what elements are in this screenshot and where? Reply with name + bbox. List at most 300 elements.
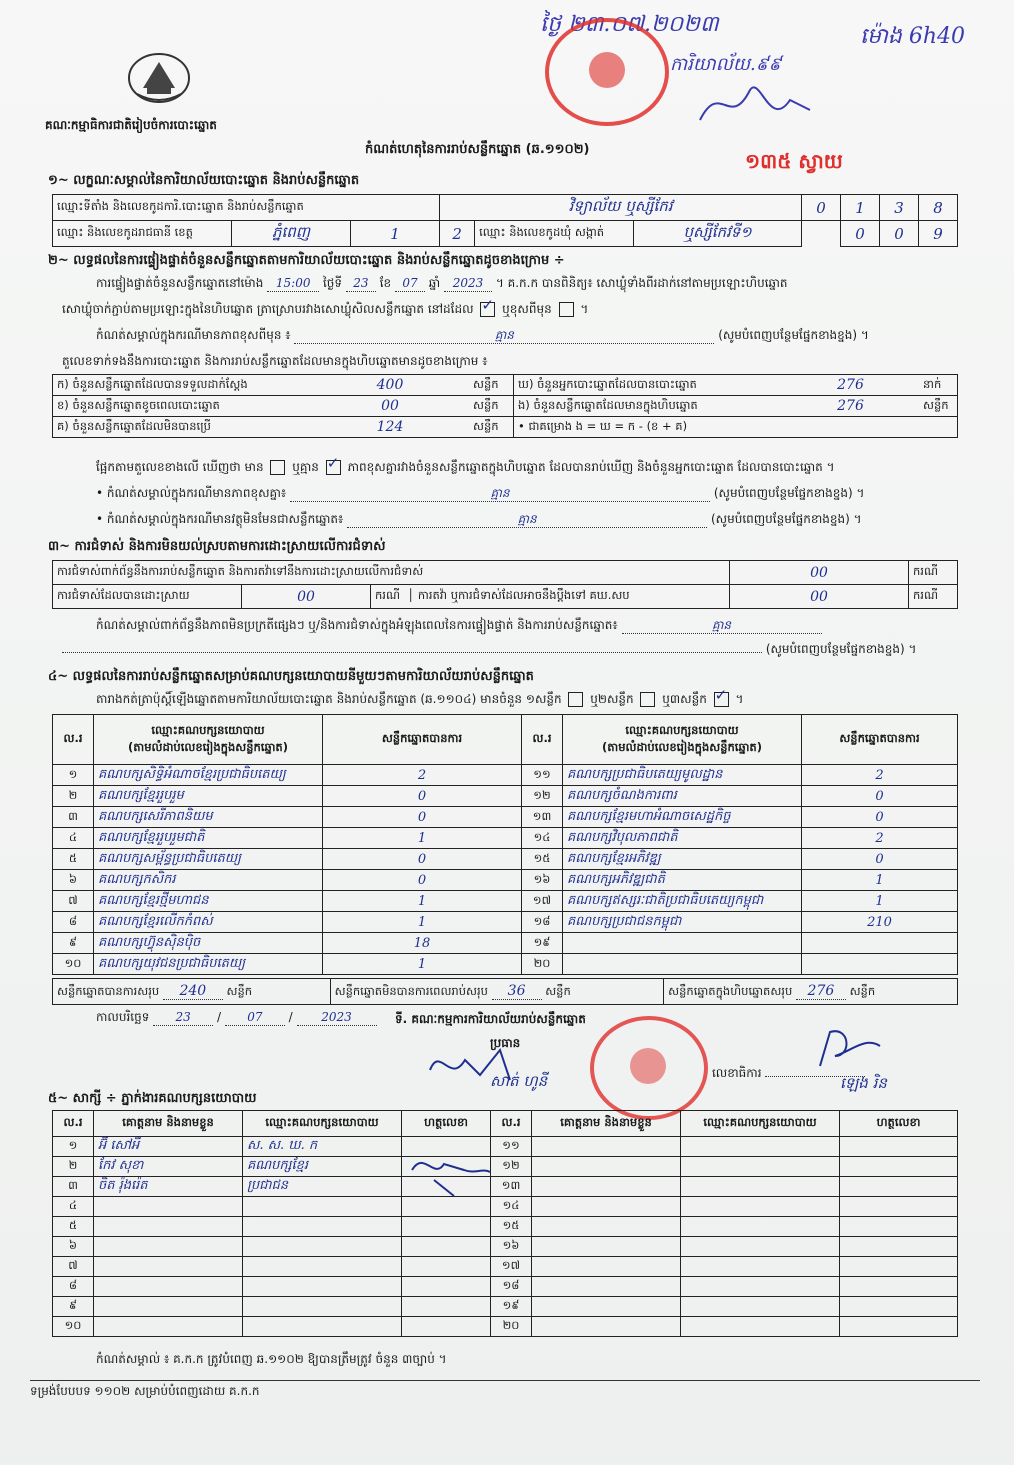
object-note-line: [96, 512, 862, 528]
witness-name: [94, 1217, 243, 1237]
witness-party: [243, 1257, 402, 1277]
total-box-label: សន្លឹកឆ្នោតក្នុងហិបឆ្នោតសរុប: [668, 983, 793, 998]
witness-party: ស. ស. ឃ. ក: [243, 1137, 402, 1157]
objection-r2b-value: 00: [730, 585, 909, 609]
witness-party-right[interactable]: [681, 1297, 840, 1317]
vote-no-right: ១៨: [522, 912, 563, 933]
witness-no: ៤: [53, 1197, 94, 1217]
figure-ng-value: 276: [782, 396, 919, 417]
witness-sign[interactable]: [402, 1257, 491, 1277]
vote-party-right: គណបក្សប្រជាជនកម្ពុជា: [563, 912, 802, 933]
objection-r2b-label: ករណី │ ការតវ៉ា ឬការជំទាស់ដែលអាចនឹងប្តឹងទៅ គឃ.សប: [371, 585, 730, 609]
vote-no: ១០: [53, 954, 94, 975]
commune-label: ឈ្មោះ និងលេខកូដឃុំ សង្កាត់: [475, 221, 634, 247]
witness-table: [52, 1110, 958, 1337]
vote-no-right: ២០: [522, 954, 563, 975]
change-note-label: កំណត់សម្គាល់ក្នុងករណីមានភាពខុសពីមុន ៖: [96, 328, 291, 342]
stamp-top: [545, 18, 669, 126]
votes-row: [53, 807, 958, 828]
difference-text-a: ផ្អែកតាមតួលេខខាងលើ ឃើញថា មាន: [96, 460, 264, 474]
verify-line: [96, 276, 788, 292]
figure-k-label: ក) ចំនួនសន្លឹកឆ្នោតដែលបានទទួលដាក់ស្តែង: [53, 375, 312, 396]
stamp-bottom: [590, 1016, 708, 1120]
location-code-2: 1: [841, 195, 880, 221]
vote-no: ៧: [53, 891, 94, 912]
objection-note-line: [96, 618, 822, 634]
votes-row: [53, 786, 958, 807]
figure-kh-label: ខ) ចំនួនសន្លឹកឆ្នោតខូចពេលបោះឆ្នោត: [53, 396, 312, 417]
vote-party-right: គណបក្សខ្មែរអភិវឌ្ឍ: [563, 849, 802, 870]
change-note-value: គ្មាន: [294, 328, 714, 344]
change-note-hint: (សូមបំពេញបន្ថែមផ្នែកខាងខ្នង) ។: [718, 328, 869, 342]
vote-count-right: 0: [802, 849, 958, 870]
section1-heading: ១~ លក្ខណៈសម្គាល់នៃការិយាល័យបោះឆ្នោត និងរាប់សន្លឹកឆ្នោត: [48, 173, 360, 188]
witness-col-name-right: គោត្តនាម និងនាមខ្លួន: [532, 1111, 681, 1137]
witness-name-right[interactable]: [532, 1137, 681, 1157]
vote-no-right: ១៤: [522, 828, 563, 849]
witness-name: [94, 1197, 243, 1217]
figure-kh-value: 00: [311, 396, 469, 417]
vote-count-right: 210: [802, 912, 958, 933]
witness-sign-right[interactable]: [840, 1157, 958, 1177]
vote-no-right: ១១: [522, 765, 563, 786]
witness-no: ៧: [53, 1257, 94, 1277]
seal-text-b: ឬខុសពីមុន: [502, 302, 552, 316]
province-code-2: 2: [440, 221, 475, 247]
witness-row: [53, 1297, 958, 1317]
witness-name-right[interactable]: [532, 1237, 681, 1257]
votes-col-votes-right: សន្លឹកឆ្នោតបានការ: [802, 715, 958, 765]
verify-year: 2023: [444, 276, 492, 292]
witness-party: [243, 1237, 402, 1257]
tally-intro-text: តារាងកត់ត្រាប៉ុស្តិ៍ឡើងឆ្នោតតាមការិយាល័យបោះឆ្នោត និងរាប់សន្លឹកឆ្នោត (ឆ.១១០៤) មានចំនួន ១សន្លឹក: [96, 692, 562, 706]
vote-count-right: [802, 954, 958, 975]
objection-r2b-unit: ករណី: [909, 585, 958, 609]
witness-party-right[interactable]: [681, 1317, 840, 1337]
witness-sign-right[interactable]: [840, 1277, 958, 1297]
witness-no: ៥: [53, 1217, 94, 1237]
witness-no-right: ១៨: [491, 1277, 532, 1297]
witness-no-right: ១៣: [491, 1177, 532, 1197]
witness-signature: [404, 1150, 494, 1200]
footer-divider: [30, 1380, 980, 1381]
votes-row: [53, 765, 958, 786]
witness-party-right[interactable]: [681, 1177, 840, 1197]
no-difference-checkbox[interactable]: [326, 460, 341, 475]
witness-sign-right[interactable]: [840, 1177, 958, 1197]
date-line: កាលបរិច្ឆេទ 23 / 07 / 2023: [96, 1010, 377, 1026]
figure-formula: • ជាគម្រោង ង = ឃ = ក - (ខ + គ): [514, 417, 958, 438]
vote-count-right: 1: [802, 870, 958, 891]
vote-count: 2: [323, 765, 522, 786]
verify-day: 23: [346, 276, 376, 292]
witness-party: [243, 1197, 402, 1217]
vote-party-right: គណបក្សវិបុលភាពជាតិ: [563, 828, 802, 849]
objection-r1-value: 00: [730, 561, 909, 585]
location-code-3: 3: [880, 195, 919, 221]
witness-party-right[interactable]: [681, 1137, 840, 1157]
top-note-time: ម៉ោង 6h40: [860, 24, 966, 49]
witness-no-right: ១២: [491, 1157, 532, 1177]
witness-name-right[interactable]: [532, 1217, 681, 1237]
witness-no: ៨: [53, 1277, 94, 1297]
form-title: កំណត់ហេតុនៃការរាប់សន្លឹកឆ្នោត (ឆ.១១០២): [365, 142, 590, 157]
vote-count: 1: [323, 954, 522, 975]
province-code-1: 1: [351, 221, 440, 247]
section3-heading: ៣~ ការជំទាស់ និងការមិនយល់ស្របតាមការដោះស្រាយលើការជំទាស់: [48, 539, 386, 554]
witness-sign[interactable]: [402, 1217, 491, 1237]
vote-party: គណបក្សខ្មែរលើកកំពស់: [94, 912, 323, 933]
witness-party: [243, 1297, 402, 1317]
vote-no: ៥: [53, 849, 94, 870]
vote-count-right: 0: [802, 786, 958, 807]
vote-no: ៨: [53, 912, 94, 933]
vote-no: ៤: [53, 828, 94, 849]
vote-no-right: ១៣: [522, 807, 563, 828]
total-box-cell: [664, 979, 958, 1005]
votes-col-votes: សន្លឹកឆ្នោតបានការ: [323, 715, 522, 765]
diff-note-label: • កំណត់សម្គាល់ក្នុងករណីមានភាពខុសគ្នា៖: [96, 486, 287, 500]
objection-note-line2: [62, 642, 958, 657]
president-name: សាត់ ហូនី: [490, 1072, 548, 1090]
votes-col-no: ល.រ: [53, 715, 94, 765]
total-box-unit: សន្លឹក: [849, 983, 876, 998]
vote-party: គណបក្សសម្ព័ន្ធប្រជាធិបតេយ្យ: [94, 849, 323, 870]
location-value: វិទ្យាល័យ ឬស្សីកែវ: [440, 195, 802, 221]
witness-no-right: ១៤: [491, 1197, 532, 1217]
votes-row: [53, 870, 958, 891]
vote-count-right: [802, 933, 958, 954]
vote-party-right: [563, 933, 802, 954]
witness-sign-right[interactable]: [840, 1137, 958, 1157]
witness-party: [243, 1217, 402, 1237]
witness-no: ៣: [53, 1177, 94, 1197]
code-red: ១៣៥ ស្វាយ: [745, 149, 843, 173]
vote-no-right: ១៥: [522, 849, 563, 870]
witness-name-right[interactable]: [532, 1177, 681, 1197]
vote-party-right: គណបក្សចំណងការពារ: [563, 786, 802, 807]
objection-r1-label: ការជំទាស់ពាក់ព័ន្ធនឹងការរាប់សន្លឹកឆ្នោត និងការតវ៉ាទៅនឹងការដោះស្រាយលើការជំទាស់: [53, 561, 730, 585]
witness-no: ១០: [53, 1317, 94, 1337]
org-name: គណៈកម្មាធិការជាតិរៀបចំការបោះឆ្នោត: [45, 118, 217, 132]
footer-form: ទម្រង់បែបបទ ១១០២ សម្រាប់បំពេញដោយ គ.ក.ក: [30, 1384, 260, 1398]
figures-intro: តួលេខទាក់ទងនឹងការបោះឆ្នោត និងការរាប់សន្លឹកឆ្នោតដែលមានក្នុងហិបឆ្នោតមានដូចខាងក្រោម ៖: [62, 354, 488, 368]
witness-name: [94, 1297, 243, 1317]
section2-heading: ២~ លទ្ធផលនៃការផ្ទៀងផ្ទាត់ចំនួនសន្លឹកឆ្នោតតាមការិយាល័យបោះឆ្នោត និងរាប់សន្លឹកឆ្នោតដូចខាងក្រោម ÷: [48, 253, 565, 268]
witness-name: [94, 1317, 243, 1337]
witness-party-right[interactable]: [681, 1277, 840, 1297]
verify-text-d: ឆ្នាំ: [428, 276, 441, 290]
diff-note-line: [96, 486, 864, 502]
witness-party: ប្រជាជន: [243, 1177, 402, 1197]
witness-col-no-right: ល.រ: [491, 1111, 532, 1137]
stamp-bottom-center-icon: [630, 1048, 666, 1084]
figure-g-unit: សន្លឹក: [469, 417, 514, 438]
figure-gh-value: 276: [782, 375, 919, 396]
object-note-hint: (សូមបំពេញបន្ថែមផ្នែកខាងខ្នង) ។: [710, 512, 862, 526]
vote-count-right: 2: [802, 828, 958, 849]
secretary-signature: [810, 1026, 890, 1074]
witness-col-no: ល.រ: [53, 1111, 94, 1137]
witness-col-name: គោត្តនាម និងនាមខ្លួន: [94, 1111, 243, 1137]
witness-no-right: ២០: [491, 1317, 532, 1337]
figure-ng-label: ង) ចំនួនសន្លឹកឆ្នោតដែលមានក្នុងហិបឆ្នោត: [514, 396, 783, 417]
witness-row: [53, 1257, 958, 1277]
total-invalid-label: សន្លឹកឆ្នោតមិនបានការពេលរាប់សរុប: [334, 983, 488, 998]
same-checkbox[interactable]: [480, 302, 495, 317]
difference-text-b: ឬគ្មាន: [292, 460, 319, 474]
witness-sign[interactable]: [402, 1297, 491, 1317]
witness-row: [53, 1197, 958, 1217]
vote-no-right: ១២: [522, 786, 563, 807]
vote-count-right: 1: [802, 891, 958, 912]
changed-checkbox[interactable]: [559, 302, 574, 317]
witness-name: [94, 1237, 243, 1257]
objection-note-label: កំណត់សម្គាល់ពាក់ព័ន្ធនឹងភាពមិនប្រក្រតីផ្សេងៗ ឬ/និងការជំទាស់ក្នុងអំឡុងពេលនៃការផ្ទៀងផ្ទាត់ និងការរាប់សន្លឹកឆ្នោត៖: [96, 618, 618, 632]
vote-party: គណបក្សសិទ្ធិអំណាចខ្មែរប្រជាធិបតេយ្យ: [94, 765, 323, 786]
date-day: 23: [153, 1010, 213, 1026]
votes-col-party-sub: (តាមលំដាប់លេខរៀងក្នុងសន្លឹកឆ្នោត): [128, 739, 288, 754]
verify-text-a: ការផ្ទៀងផ្ទាត់ចំនួនសន្លឹកឆ្នោតនៅម៉ោង: [96, 276, 264, 290]
witness-no-right: ១៥: [491, 1217, 532, 1237]
votes-row: [53, 828, 958, 849]
witness-row: [53, 1137, 958, 1157]
vote-party: គណបក្សខ្មែររួបរួមជាតិ: [94, 828, 323, 849]
witness-name-right[interactable]: [532, 1297, 681, 1317]
three-sheet-checkbox[interactable]: [714, 692, 729, 707]
section1-table: [52, 194, 958, 247]
figure-gh-unit: នាក់: [919, 375, 958, 396]
section5-heading: ៥~ សាក្សី ÷ ភ្នាក់ងារគណបក្សនយោបាយ: [48, 1091, 257, 1106]
votes-col-party-right: [563, 715, 802, 765]
witness-row: [53, 1217, 958, 1237]
objection-note-hint: (សូមបំពេញបន្ថែមផ្នែកខាងខ្នង) ។: [765, 642, 917, 656]
witness-party-right[interactable]: [681, 1257, 840, 1277]
witness-sign-right[interactable]: [840, 1197, 958, 1217]
committee-label: ទី. គណៈកម្មការការិយាល័យរាប់សន្លឹកឆ្នោត: [395, 1012, 586, 1026]
tally-intro-line: តារាងកត់ត្រាប៉ុស្តិ៍ឡើងឆ្នោតតាមការិយាល័យបោះឆ្នោត និងរាប់សន្លឹកឆ្នោត (ឆ.១១០៤) មានចំនួន ១សន្លឹក ឬ២សន្លឹក ឬ៣សន្លឹក ✓ ។: [96, 692, 743, 707]
witness-party: [243, 1277, 402, 1297]
votes-row: [53, 954, 958, 975]
witness-no-right: ១៧: [491, 1257, 532, 1277]
witness-row: [53, 1317, 958, 1337]
total-invalid-unit: សន្លឹក: [545, 983, 571, 998]
witness-no: ៩: [53, 1297, 94, 1317]
witness-sign-right[interactable]: [840, 1257, 958, 1277]
vote-no: ២: [53, 786, 94, 807]
objection-r2-unit: ករណី: [375, 588, 400, 602]
vote-no-right: ១៦: [522, 870, 563, 891]
witness-party-right[interactable]: [681, 1197, 840, 1217]
vote-count: 18: [323, 933, 522, 954]
commune-code-1: 0: [841, 221, 880, 247]
difference-text-c: ភាពខុសគ្នារវាងចំនួនសន្លឹកឆ្នោតក្នុងហិបឆ្នោត ដែលបានរាប់ឃើញ និងចំនួនអ្នកបោះឆ្នោត ដែលបានបោះឆ្នោត ។: [347, 460, 835, 474]
witness-no-right: ១៦: [491, 1237, 532, 1257]
objection-r2b-text: ការតវ៉ា ឬការជំទាស់ដែលអាចនឹងប្តឹងទៅ គឃ.សប: [417, 588, 630, 602]
objection-r2-label: ការជំទាស់ដែលបានដោះស្រាយ: [53, 585, 242, 609]
vote-count: 0: [323, 807, 522, 828]
figure-gh-label: ឃ) ចំនួនអ្នកបោះឆ្នោតដែលបានបោះឆ្នោត: [514, 375, 783, 396]
witness-name-right[interactable]: [532, 1197, 681, 1217]
vote-count-right: 2: [802, 765, 958, 786]
province-value: ភ្នំពេញ: [232, 221, 351, 247]
votes-row: [53, 933, 958, 954]
vote-no-right: ១៩: [522, 933, 563, 954]
votes-table: [52, 714, 958, 975]
witness-row: [53, 1277, 958, 1297]
vote-party-right: [563, 954, 802, 975]
total-box-value: 276: [796, 983, 846, 1000]
top-note-date: ថ្ងៃ ២៣.០៧.២០២៣: [540, 12, 719, 37]
location-label: ឈ្មោះទីតាំង និងលេខកូដការិ.បោះឆ្នោត និងរាប់សន្លឹកឆ្នោត: [53, 195, 440, 221]
witness-sign[interactable]: [402, 1237, 491, 1257]
witness-name-right[interactable]: [532, 1277, 681, 1297]
vote-count-right: 0: [802, 807, 958, 828]
seal-line: សោឃ្លុំចាក់ភ្ជាប់តាមប្រឡោះក្នុងនៃហិបឆ្នោត ត្រាស្រោបរវាងសោឃ្លុំសិលសន្លឹកឆ្នោត នៅដដែល ✓ ឬខុសពីមុន ។: [62, 302, 588, 317]
witness-sign-right[interactable]: [840, 1317, 958, 1337]
witness-sign[interactable]: [402, 1277, 491, 1297]
witness-name: [94, 1277, 243, 1297]
witness-sign-right[interactable]: [840, 1237, 958, 1257]
vote-no: ៦: [53, 870, 94, 891]
votes-col-no-right: ល.រ: [522, 715, 563, 765]
witness-sign[interactable]: [402, 1317, 491, 1337]
change-note-line: [96, 328, 956, 344]
objection-r1-unit: ករណី: [909, 561, 958, 585]
figure-g-value: 124: [311, 417, 469, 438]
witness-col-party: ឈ្មោះគណបក្សនយោបាយ: [243, 1111, 402, 1137]
one-sheet-checkbox[interactable]: [568, 692, 583, 707]
object-note-value: គ្មាន: [347, 512, 707, 528]
vote-count: 0: [323, 786, 522, 807]
province-label: ឈ្មោះ និងលេខកូដរាជធានី ខេត្ត: [53, 221, 232, 247]
total-invalid-cell: [330, 979, 664, 1005]
commune-code-2: 0: [880, 221, 919, 247]
vote-no: ១: [53, 765, 94, 786]
witness-no: ២: [53, 1157, 94, 1177]
witness-no-right: ១៩: [491, 1297, 532, 1317]
votes-row: [53, 849, 958, 870]
vote-party-right: គណបក្សឥស្សរៈជាតិប្រជាធិបតេយ្យកម្ពុជា: [563, 891, 802, 912]
witness-sign-right[interactable]: [840, 1217, 958, 1237]
total-valid-label: សន្លឹកឆ្នោតបានការសរុប: [57, 983, 160, 998]
votes-col-party-right-title: ឈ្មោះគណបក្សនយោបាយ: [625, 722, 739, 737]
witness-party: [243, 1317, 402, 1337]
two-sheet-checkbox[interactable]: [640, 692, 655, 707]
witness-name-right[interactable]: [532, 1257, 681, 1277]
location-code-1: 0: [802, 195, 841, 221]
votes-col-party: [94, 715, 323, 765]
witness-row: [53, 1177, 958, 1197]
witness-party-right[interactable]: [681, 1237, 840, 1257]
objection-r2-value: 00: [242, 585, 371, 609]
figure-g-label: គ) ចំនួនសន្លឹកឆ្នោតដែលមិនបានប្រើ: [53, 417, 312, 438]
date-year: 2023: [297, 1010, 377, 1026]
witness-name-right[interactable]: [532, 1157, 681, 1177]
objection-table: [52, 560, 958, 609]
witness-col-sign: ហត្ថលេខា: [402, 1111, 491, 1137]
total-valid-unit: សន្លឹក: [226, 983, 253, 998]
secretary-name: ឡេង រិន: [840, 1074, 887, 1092]
vote-party: គណបក្សហ៊្វុនស៊ិនប៉ិច: [94, 933, 323, 954]
total-valid-value: 240: [163, 983, 223, 1000]
secretary-label: លេខាធិការ: [712, 1066, 762, 1080]
president-label: ប្រធាន: [490, 1036, 521, 1050]
vote-party: គណបក្សខ្មែររួបរួម: [94, 786, 323, 807]
has-difference-checkbox[interactable]: [270, 460, 285, 475]
verify-text-b: ថ្ងៃទី: [323, 276, 343, 290]
witness-no: ៦: [53, 1237, 94, 1257]
objection-note-value: គ្មាន: [622, 618, 822, 634]
difference-line: [96, 460, 835, 475]
witness-name: ចិត រ៉ុងរ៉េត: [94, 1177, 243, 1197]
figure-ng-unit: សន្លឹក: [919, 396, 958, 417]
votes-row: [53, 912, 958, 933]
commune-value: ឬស្សីកែវទី១: [634, 221, 802, 247]
vote-count: 1: [323, 912, 522, 933]
diff-note-value: គ្មាន: [290, 486, 710, 502]
figure-kh-unit: សន្លឹក: [469, 396, 514, 417]
section4-heading: ៤~ លទ្ធផលនៃការរាប់សន្លឹកឆ្នោតសម្រាប់គណបក្សនយោបាយនីមួយៗតាមការិយាល័យរាប់សន្លឹកឆ្នោត: [48, 669, 534, 684]
witness-no-right: ១១: [491, 1137, 532, 1157]
footer-note: កំណត់សម្គាល់ ៖ គ.ក.ក ត្រូវបំពេញ ឆ.១១០២ ឱ្យបានត្រឹមត្រូវ ចំនួន ៣ច្បាប់ ។: [96, 1352, 447, 1366]
stamp-center-icon: [589, 52, 625, 88]
verify-text-c: ខែ: [379, 276, 392, 290]
witness-party-right[interactable]: [681, 1157, 840, 1177]
verify-month: 07: [395, 276, 425, 292]
vote-count: 1: [323, 891, 522, 912]
seal-text: សោឃ្លុំចាក់ភ្ជាប់តាមប្រឡោះក្នុងនៃហិបឆ្នោត ត្រាស្រោបរវាងសោឃ្លុំសិលសន្លឹកឆ្នោត នៅដដែល: [62, 302, 474, 316]
figure-k-value: 400: [311, 375, 469, 396]
vote-count: 0: [323, 870, 522, 891]
vote-party: គណបក្សខ្មែរថ្មីមហាជន: [94, 891, 323, 912]
signature-top: [690, 70, 820, 140]
witness-name: [94, 1257, 243, 1277]
total-valid-cell: [53, 979, 331, 1005]
witness-name: កែវ សុខា: [94, 1157, 243, 1177]
total-invalid-value: 36: [492, 983, 542, 1000]
vote-no-right: ១៧: [522, 891, 563, 912]
emblem-logo: [123, 48, 195, 108]
vote-no: ៣: [53, 807, 94, 828]
tally-intro-c: ឬ៣សន្លឹក: [662, 692, 707, 706]
figure-k-unit: សន្លឹក: [469, 375, 514, 396]
witness-name-right[interactable]: [532, 1317, 681, 1337]
witness-party-right[interactable]: [681, 1217, 840, 1237]
date-label: កាលបរិច្ឆេទ: [96, 1010, 150, 1024]
vote-count: 1: [323, 828, 522, 849]
votes-totals: [52, 978, 958, 1005]
diff-note-hint: (សូមបំពេញបន្ថែមផ្នែកខាងខ្នង) ។: [713, 486, 865, 500]
vote-party-right: គណបក្សអភិវឌ្ឍជាតិ: [563, 870, 802, 891]
vote-party-right: គណបក្សប្រជាធិបតេយ្យមូលដ្ឋាន: [563, 765, 802, 786]
top-note-line2: ការិយាល័យ.៩៩: [670, 54, 782, 75]
vote-no: ៩: [53, 933, 94, 954]
witness-name: អ៊ី សៅអី: [94, 1137, 243, 1157]
vote-party: គណបក្សកសិករ: [94, 870, 323, 891]
figures-table: [52, 374, 958, 438]
object-note-label: • កំណត់សម្គាល់ក្នុងករណីមានវត្ថុមិនមែនជាសន្លឹកឆ្នោត៖: [96, 512, 344, 526]
vote-party: គណបក្សយុវជនប្រជាធិបតេយ្យ: [94, 954, 323, 975]
witness-row: [53, 1237, 958, 1257]
witness-col-party-right: ឈ្មោះគណបក្សនយោបាយ: [681, 1111, 840, 1137]
witness-no: ១: [53, 1137, 94, 1157]
votes-col-party-title: ឈ្មោះគណបក្សនយោបាយ: [151, 722, 265, 737]
witness-sign-right[interactable]: [840, 1297, 958, 1317]
witness-row: [53, 1157, 958, 1177]
vote-party: គណបក្សសេរីភាពនិយម: [94, 807, 323, 828]
votes-col-party-right-sub: (តាមលំដាប់លេខរៀងក្នុងសន្លឹកឆ្នោត): [602, 739, 762, 754]
